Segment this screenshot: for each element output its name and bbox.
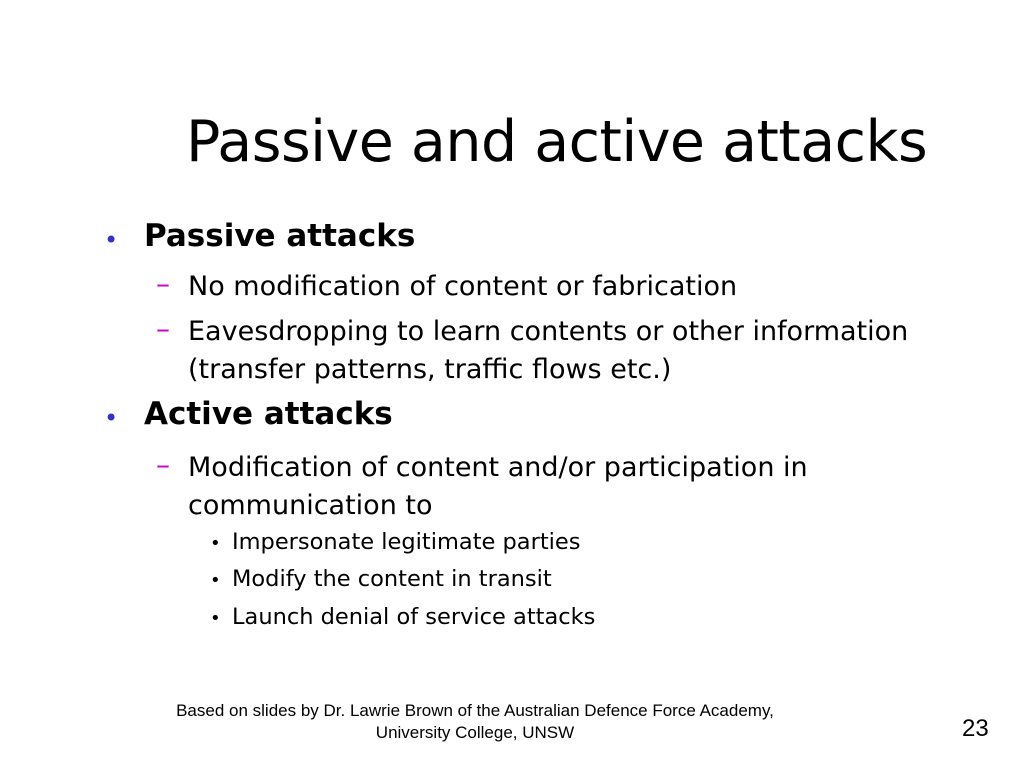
small-bullet-icon: • [210, 570, 221, 591]
dash-icon: – [156, 448, 170, 481]
bullet-icon: • [104, 404, 119, 432]
subsubbullet-modify: Modify the content in transit [232, 566, 552, 592]
bullet-active-attacks: Active attacks [144, 396, 393, 432]
subsubbullet-impersonate: Impersonate legitimate parties [232, 529, 581, 555]
small-bullet-icon: • [210, 533, 221, 554]
dash-icon: – [156, 312, 170, 345]
bullet-passive-attacks: Passive attacks [144, 218, 416, 254]
subbullet-modification: Modification of content and/or participation in communication to [188, 452, 808, 521]
slide-title: Passive and active attacks [186, 109, 928, 175]
subsubbullet-launch-dos: Launch denial of service attacks [232, 604, 596, 630]
bullet-icon: • [104, 226, 119, 254]
small-bullet-icon: • [210, 608, 221, 629]
footer-line-2: University College, UNSW [375, 723, 575, 743]
slide-footer [100, 700, 850, 744]
subbullet-no-modification: No modification of content or fabrication [188, 271, 738, 302]
dash-icon: – [156, 267, 170, 300]
page-number: 23 [962, 715, 989, 742]
footer-line-1: Based on slides by Dr. Lawrie Brown of the Australian Defence Force Academy, [176, 701, 774, 720]
subbullet-eavesdropping: Eavesdropping to learn contents or other information (transfer patterns, traffic flows etc.) [188, 316, 909, 385]
